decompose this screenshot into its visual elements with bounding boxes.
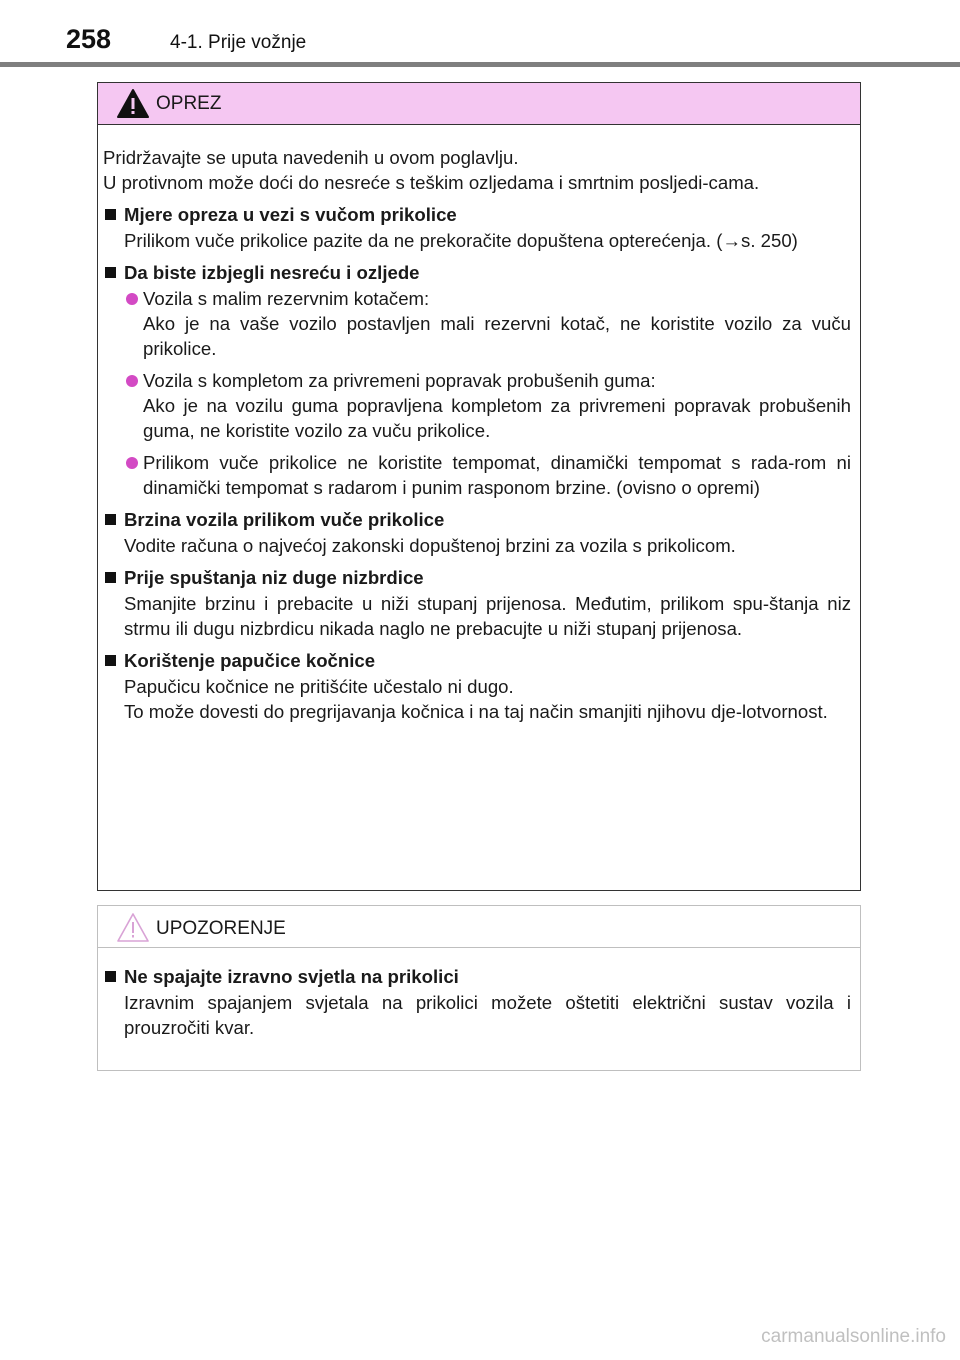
- square-bullet-icon: [105, 267, 116, 278]
- section-heading-text: Da biste izbjegli nesreću i ozljede: [124, 262, 420, 283]
- section-heading-text: Brzina vozila prilikom vuče prikolice: [124, 509, 445, 530]
- section-heading: [103, 507, 851, 532]
- section-heading-text: Ne spajajte izravno svjetla na prikolici: [124, 966, 459, 987]
- warning-body: [98, 948, 860, 1040]
- bullet-line: Vozila s kompletom za privremeni popravak probušenih guma:: [143, 370, 656, 391]
- section-text: [103, 533, 851, 558]
- section-text: [103, 674, 851, 724]
- bullet-line: Prilikom vuče prikolice ne koristite tempomat, dinamički tempomat s rada-rom ni dinamički tempomat s radarom i punim rasponom brzine. (ovisno o opremi): [143, 452, 851, 498]
- section-text: [103, 591, 851, 641]
- warning-label: UPOZORENJE: [156, 918, 286, 939]
- caution-body: [98, 125, 860, 724]
- section-heading: [103, 565, 851, 590]
- section-text-line: To može dovesti do pregrijavanja kočnica i na taj način smanjiti njihovu dje-lotvornost.: [124, 701, 828, 722]
- section-text-line: Vodite računa o najvećoj zakonski dopuštenoj brzini za vozila s prikolicom.: [124, 535, 736, 556]
- caution-label: OPREZ: [156, 93, 222, 114]
- section-text: [103, 990, 851, 1040]
- caution-intro-line: Pridržavajte se uputa navedenih u ovom poglavlju.: [103, 147, 519, 168]
- header-rule: [0, 62, 960, 67]
- bullet-line: Vozila s malim rezervnim kotačem:: [143, 288, 430, 309]
- caution-box: [97, 82, 861, 891]
- section-heading: [103, 202, 851, 227]
- warning-triangle-icon: [116, 88, 150, 119]
- page-number: 258: [66, 24, 112, 54]
- square-bullet-icon: [105, 209, 116, 220]
- section-text-line: Smanjite brzinu i prebacite u niži stupanj prijenosa. Međutim, prilikom spu-štanja niz strmu ili dugu nizbrdicu nikada naglo ne prebacujte u niži stupanj prijenosa.: [124, 593, 851, 639]
- section-text: [103, 228, 851, 253]
- warning-triangle-outline-icon: [116, 912, 150, 943]
- warning-box: [97, 905, 861, 1071]
- bullet-line: Ako je na vozilu guma popravljena kompletom za privremeni popravak probušenih guma, ne koristite vozilo za vuču prikolice.: [143, 395, 851, 441]
- square-bullet-icon: [105, 514, 116, 525]
- warning-header: [98, 906, 860, 948]
- bullet-line: Ako je na vaše vozilo postavljen mali rezervni kotač, ne koristite vozilo za vuču prikolice.: [143, 313, 851, 359]
- section-heading: [103, 964, 851, 989]
- square-bullet-icon: [105, 971, 116, 982]
- round-bullet-icon: [126, 375, 138, 387]
- section-heading: [103, 648, 851, 673]
- section-heading-text: Korištenje papučice kočnice: [124, 650, 376, 671]
- page-header: [0, 0, 960, 70]
- section-heading-text: Mjere opreza u vezi s vučom prikolice: [124, 204, 457, 225]
- section-title: 4-1. Prije vožnje: [170, 32, 307, 53]
- watermark: carmanualsonline.info: [761, 1326, 946, 1347]
- bullet-item: [103, 368, 851, 443]
- section-text-line: Papučicu kočnice ne pritišćite učestalo ni dugo.: [124, 676, 514, 697]
- section-heading-text: Prije spuštanja niz duge nizbrdice: [124, 567, 424, 588]
- section-text-line: Prilikom vuče prikolice pazite da ne prekoračite dopuštena opterećenja. (→s. 250): [124, 230, 798, 251]
- section-text-line: Izravnim spajanjem svjetala na prikolici možete oštetiti električni sustav vozila i prouzročiti kvar.: [124, 992, 851, 1038]
- round-bullet-icon: [126, 293, 138, 305]
- section-heading: [103, 260, 851, 285]
- bullet-item: [103, 450, 851, 500]
- caution-intro-line: U protivnom može doći do nesreće s teškim ozljedama i smrtnim posljedi-cama.: [103, 172, 760, 193]
- square-bullet-icon: [105, 655, 116, 666]
- square-bullet-icon: [105, 572, 116, 583]
- bullet-item: [103, 286, 851, 361]
- caution-intro: [103, 145, 851, 195]
- caution-header: [98, 83, 860, 125]
- round-bullet-icon: [126, 457, 138, 469]
